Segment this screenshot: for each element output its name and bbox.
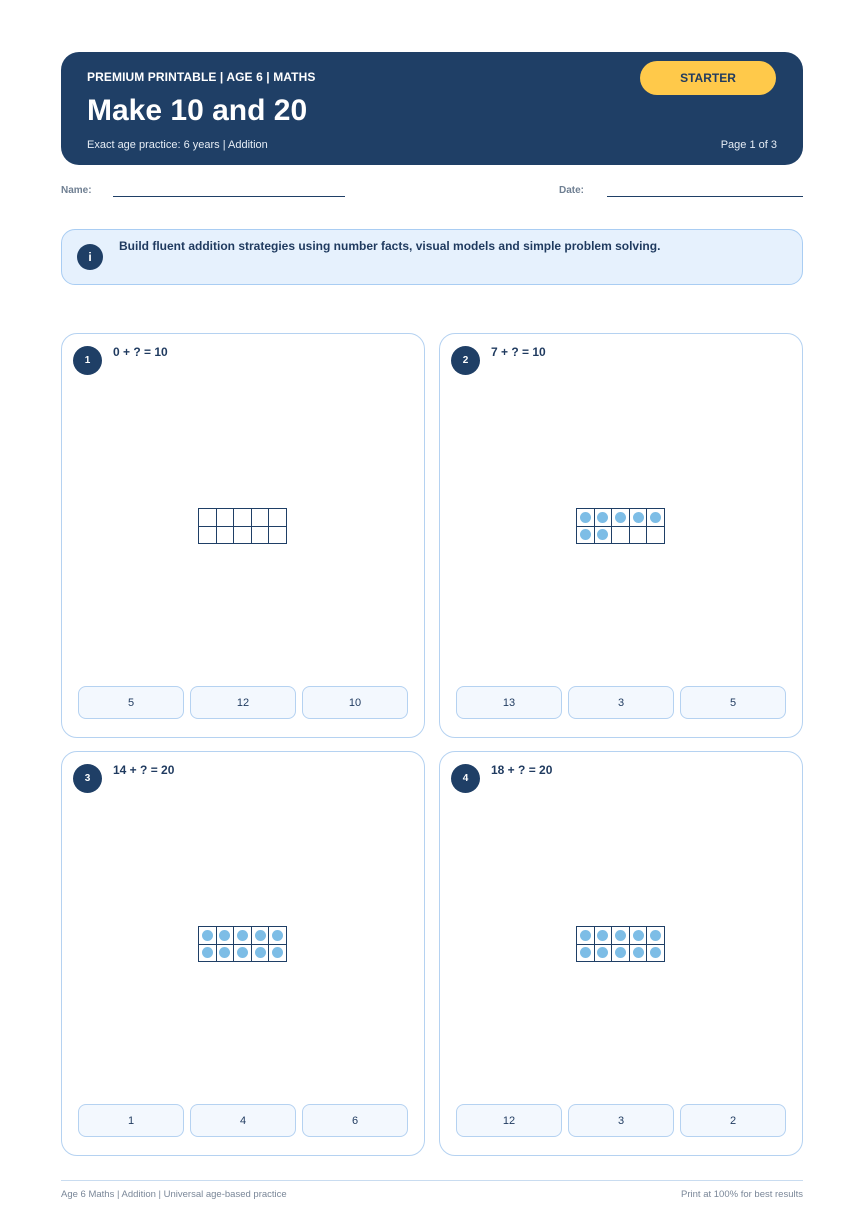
answer-option[interactable]: 2: [680, 1104, 786, 1137]
ten-frame: [198, 926, 287, 962]
answer-option[interactable]: 1: [78, 1104, 184, 1137]
page-number: Page 1 of 3: [720, 139, 777, 151]
counter-dot: [580, 529, 591, 540]
ten-frame-cell: [647, 945, 665, 963]
ten-frame-cell: [269, 945, 287, 963]
header-eyebrow: PREMIUM PRINTABLE | AGE 6 | MATHS: [87, 70, 316, 84]
ten-frame-cell: [252, 945, 270, 963]
ten-frame-cell: [252, 509, 270, 527]
answer-options: [78, 1104, 408, 1138]
ten-frame-cell: [217, 527, 235, 545]
counter-dot: [650, 512, 661, 523]
ten-frame-cell: [612, 945, 630, 963]
question-card-4: [439, 751, 803, 1156]
counter-dot: [633, 930, 644, 941]
footer-right-text: Print at 100% for best results: [681, 1189, 803, 1200]
ten-frame: [198, 508, 287, 544]
answer-option[interactable]: 5: [78, 686, 184, 719]
counter-dot: [219, 947, 230, 958]
question-card-1: [61, 333, 425, 738]
question-number: 1: [73, 346, 102, 375]
footer-left-text: Age 6 Maths | Addition | Universal age-based practice: [61, 1189, 287, 1200]
answer-options: [456, 686, 786, 720]
footer-divider: [61, 1180, 803, 1181]
ten-frame-cell: [234, 927, 252, 945]
counter-dot: [272, 947, 283, 958]
answer-option[interactable]: 4: [190, 1104, 296, 1137]
ten-frame-cell: [199, 509, 217, 527]
counter-dot: [597, 512, 608, 523]
ten-frame-cell: [199, 945, 217, 963]
info-icon: i: [77, 244, 103, 270]
ten-frame-cell: [612, 527, 630, 545]
instructions-text: Build fluent addition strategies using number facts, visual models and simple problem solving.: [119, 239, 661, 253]
counter-dot: [202, 930, 213, 941]
answer-option[interactable]: 12: [456, 1104, 562, 1137]
header-subtitle: Exact age practice: 6 years | Addition: [87, 139, 268, 151]
question-prompt: 7 + ? = 10: [491, 345, 546, 359]
ten-frame-cell: [595, 945, 613, 963]
counter-dot: [272, 930, 283, 941]
ten-frame-cell: [199, 527, 217, 545]
counter-dot: [650, 930, 661, 941]
ten-frame-cell: [269, 527, 287, 545]
page-title: Make 10 and 20: [87, 94, 308, 127]
counter-dot: [255, 930, 266, 941]
ten-frame-cell: [577, 927, 595, 945]
date-field[interactable]: [607, 196, 803, 197]
ten-frame-cell: [252, 527, 270, 545]
ten-frame-cell: [577, 527, 595, 545]
answer-option[interactable]: 13: [456, 686, 562, 719]
ten-frame-cell: [612, 509, 630, 527]
counter-dot: [615, 512, 626, 523]
ten-frame-cell: [269, 927, 287, 945]
answer-option[interactable]: 6: [302, 1104, 408, 1137]
counter-dot: [633, 947, 644, 958]
answer-option[interactable]: 5: [680, 686, 786, 719]
question-number: 4: [451, 764, 480, 793]
ten-frame-cell: [630, 509, 648, 527]
ten-frame-cell: [630, 945, 648, 963]
answer-option[interactable]: 12: [190, 686, 296, 719]
answer-option[interactable]: 10: [302, 686, 408, 719]
ten-frame-cell: [647, 927, 665, 945]
counter-dot: [255, 947, 266, 958]
counter-dot: [202, 947, 213, 958]
ten-frame-cell: [252, 927, 270, 945]
instructions-box: [61, 229, 803, 285]
question-prompt: 18 + ? = 20: [491, 763, 553, 777]
ten-frame: [576, 926, 665, 962]
question-number: 2: [451, 346, 480, 375]
counter-dot: [597, 529, 608, 540]
level-badge: STARTER: [640, 61, 776, 95]
question-prompt: 0 + ? = 10: [113, 345, 168, 359]
answer-option[interactable]: 3: [568, 686, 674, 719]
ten-frame-cell: [595, 927, 613, 945]
counter-dot: [219, 930, 230, 941]
ten-frame-cell: [595, 527, 613, 545]
counter-dot: [580, 947, 591, 958]
ten-frame-cell: [577, 509, 595, 527]
ten-frame-cell: [217, 927, 235, 945]
ten-frame-cell: [217, 509, 235, 527]
name-label: Name:: [61, 185, 92, 196]
counter-dot: [237, 930, 248, 941]
counter-dot: [650, 947, 661, 958]
question-card-2: [439, 333, 803, 738]
ten-frame-cell: [612, 927, 630, 945]
counter-dot: [615, 930, 626, 941]
question-number: 3: [73, 764, 102, 793]
answer-option[interactable]: 3: [568, 1104, 674, 1137]
counter-dot: [237, 947, 248, 958]
ten-frame-cell: [577, 945, 595, 963]
ten-frame-cell: [630, 927, 648, 945]
worksheet-header: [61, 52, 803, 165]
date-label: Date:: [559, 185, 585, 196]
counter-dot: [615, 947, 626, 958]
counter-dot: [633, 512, 644, 523]
ten-frame-cell: [234, 527, 252, 545]
counter-dot: [580, 930, 591, 941]
ten-frame-cell: [269, 509, 287, 527]
ten-frame-cell: [217, 945, 235, 963]
name-field[interactable]: [113, 196, 345, 197]
answer-options: [78, 686, 408, 720]
ten-frame-cell: [647, 509, 665, 527]
ten-frame-cell: [234, 945, 252, 963]
ten-frame-cell: [595, 509, 613, 527]
ten-frame-cell: [199, 927, 217, 945]
question-prompt: 14 + ? = 20: [113, 763, 175, 777]
ten-frame-cell: [647, 527, 665, 545]
question-card-3: [61, 751, 425, 1156]
ten-frame-cell: [630, 527, 648, 545]
counter-dot: [597, 947, 608, 958]
answer-options: [456, 1104, 786, 1138]
counter-dot: [580, 512, 591, 523]
ten-frame-cell: [234, 509, 252, 527]
counter-dot: [597, 930, 608, 941]
ten-frame: [576, 508, 665, 544]
